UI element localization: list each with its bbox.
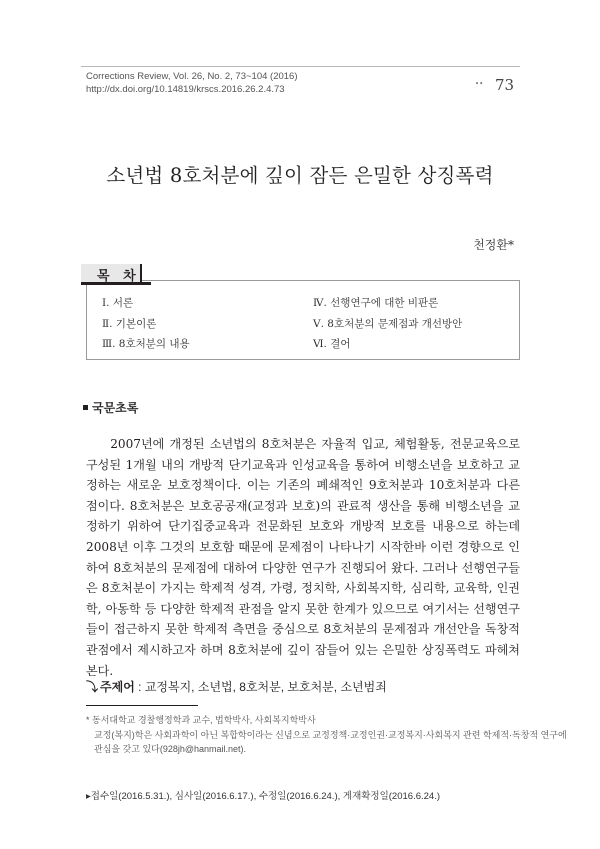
toc-label: 목 차 bbox=[97, 268, 141, 283]
keyword-arrow-icon: ⤵ bbox=[86, 680, 99, 694]
abstract-heading-text: 국문초록 bbox=[92, 401, 139, 415]
author-bio-footnote: 교정(복지)학은 사회과학이 아닌 복합학이라는 신념으로 교정정책·교정인권·교정복지·사회복지 관련 학제적·독창적 연구에 bbox=[94, 730, 567, 740]
journal-info: Corrections Review, Vol. 26, No. 2, 73~104 (2016) bbox=[86, 71, 298, 82]
toc-tab bbox=[81, 264, 151, 284]
doi-link[interactable]: http://dx.doi.org/10.14819/krscs.2016.26.2.4.73 bbox=[86, 84, 285, 95]
footnote-rule bbox=[86, 705, 198, 706]
toc-item: Ⅰ. 서론 bbox=[102, 297, 134, 309]
toc-item: Ⅵ. 결어 bbox=[313, 338, 351, 350]
author-contact-footnote: 관심을 갖고 있다(928jh@hanmail.net). bbox=[94, 744, 247, 754]
journal-citation bbox=[86, 70, 298, 96]
author-name: 천정환* bbox=[473, 238, 514, 252]
square-bullet-icon bbox=[83, 405, 88, 410]
abstract-body: 2007년에 개정된 소년법의 8호처분은 자율적 입교, 체험활동, 전문교육으로 구성된 1개월 내의 개방적 단기교육과 인성교육을 통하여 비행소년을 보호하고 교정하는 새로운 보호정책이다. 이는 기존의 폐쇄적인 9호처분과 10호처분과 다른 점이다. 8호처분은 보호공공재(교정과 보호)의 관료적 생산을 통해 비행소년을 교정하기 위하여 단기집중교육과 전문화된 보호와 개방적 보호를 내용으로 하는데 2008년 이후 그것의 보호함 때문에 문제점이 나타나기 시작한바 이런 경향으로 인하여 8호처분의 문제점에 대하여 다양한 연구가 진행되어 왔다. 그러나 선행연구들은 8호처분이 가지는 학제적 성격, 가령, 정치학, 사회복지학, 심리학, 교육학, 인권학, 아동학 등 다양한 학제적 관점을 알지 못한 한계가 있으므로 여기서는 선행연구들이 접근하지 못한 학제적 측면을 중심으로 8호처분의 문제점과 개선안을 독창적 관점에서 제시하고자 하며 8호처분에 깊이 잠들어 있는 은밀한 상징폭력도 파헤쳐 본다. bbox=[86, 437, 520, 678]
author-affiliation-footnote: * 동서대학교 경찰행정학과 교수, 법학박사, 사회복지학박사 bbox=[86, 715, 316, 725]
paper-title: 소년법 8호처분에 깊이 잠든 은밀한 상징폭력 bbox=[106, 164, 494, 187]
toc-item: Ⅱ. 기본이론 bbox=[102, 318, 157, 330]
page-marker: •• bbox=[475, 80, 484, 88]
toc-item: Ⅴ. 8호처분의 문제점과 개선방안 bbox=[313, 318, 463, 330]
abstract-heading bbox=[83, 399, 138, 416]
toc-item: Ⅳ. 선행연구에 대한 비판론 bbox=[313, 297, 439, 309]
header-separator bbox=[81, 66, 520, 67]
keywords-label: 주제어 bbox=[100, 680, 135, 694]
keywords bbox=[86, 678, 387, 695]
keywords-list: 교정복지, 소년법, 8호처분, 보호처분, 소년범죄 bbox=[144, 680, 387, 694]
submission-dates: ▸접수일(2016.5.31.), 심사일(2016.6.17.), 수정일(2016.6.24.), 게재확정일(2016.6.24.) bbox=[86, 791, 441, 802]
keywords-separator: : bbox=[134, 680, 145, 694]
page-number: 73 bbox=[495, 76, 515, 94]
toc-item: Ⅲ. 8호처분의 내용 bbox=[102, 338, 190, 350]
